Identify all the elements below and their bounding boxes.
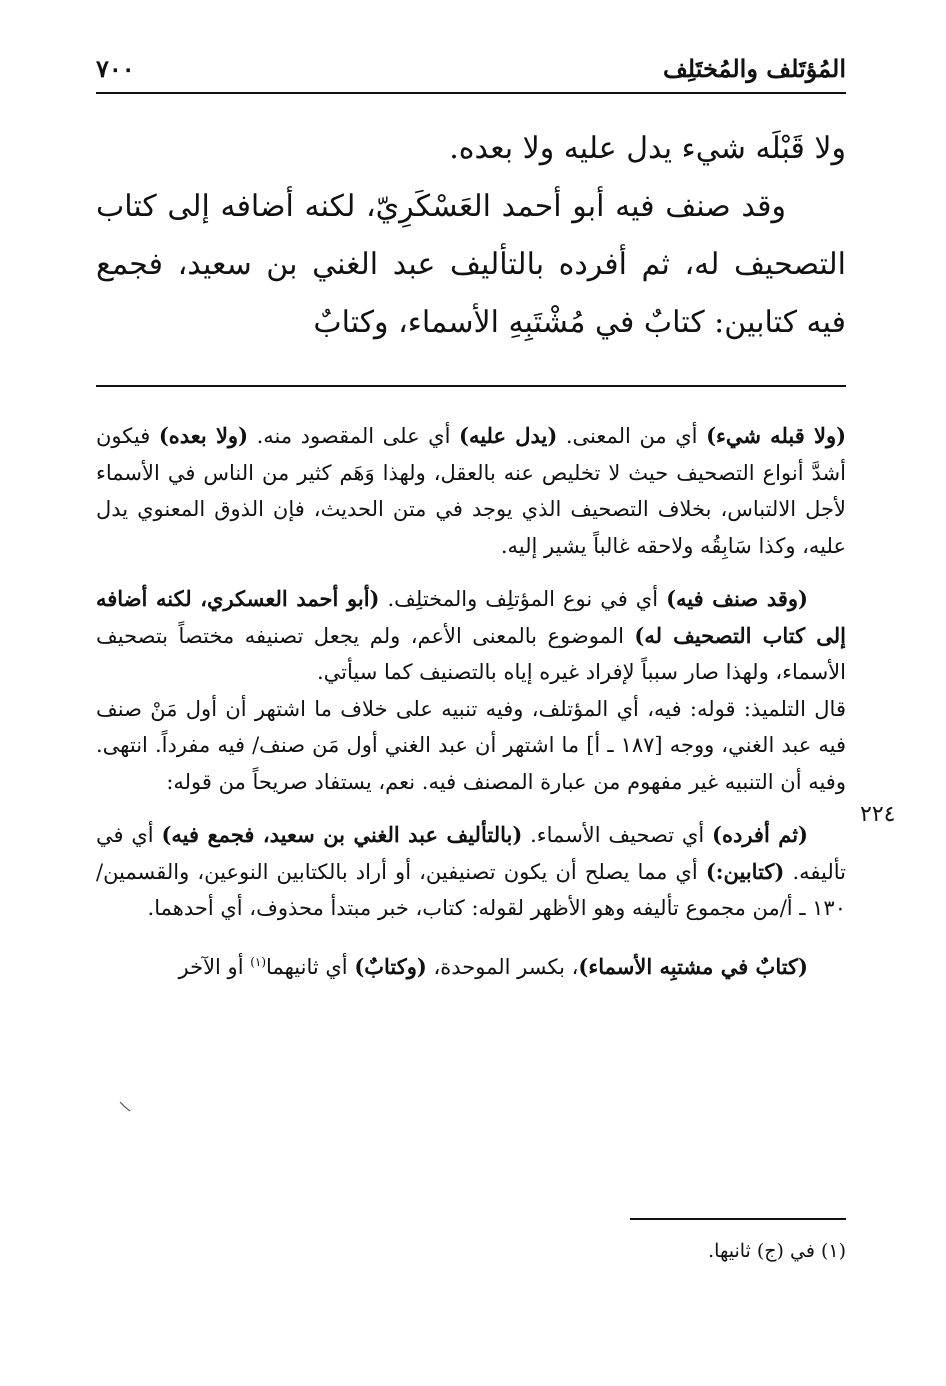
header-rule: [96, 92, 846, 94]
commentary-paragraph-4: [96, 944, 846, 986]
stray-mark: [118, 1100, 132, 1114]
commentary-paragraph-1: [96, 418, 846, 564]
lemma: (ثم أفرده): [712, 822, 808, 847]
commentary-text: أو الآخر: [178, 954, 251, 979]
text-commentary-divider: [96, 385, 846, 387]
commentary-text: أي تصحيف الأسماء.: [522, 823, 713, 847]
commentary-paragraph-3: [96, 817, 846, 927]
footnote: (١) في (ج) ثانيها.: [708, 1240, 846, 1262]
lemma: (أبو أحمد العسكري، لكنه أضافه إلى كتاب التصحيف له): [96, 586, 846, 648]
lemma: (ولا قبله شيء): [706, 423, 847, 448]
footnote-rule: [630, 1218, 846, 1220]
manuscript-folio-marker: ٢٢٤: [860, 802, 896, 827]
commentary-text: أي على المقصود منه.: [248, 424, 460, 448]
commentary-text: أي مما يصلح أن يكون تصنيفين، أو أراد بالكتابين النوعين، والقسمين/١٣٠ ـ أ/من مجموع تأليفه وهو الأظهر لقوله: كتاب، خبر مبتدأ محذوف، أي أحدهما.: [96, 859, 846, 920]
commentary-text: فيكون أشدَّ أنواع التصحيف حيث لا تخليص عنه بالعقل، ولهذا وَهَم كثير من الناس في الأسماء لأجل الالتباس، بخلاف التصحيف الذي يوجد في متن الحديث، فإن الذوق المعنوي يدل عليه، وكذا سَابِقُه ولاحقه غالباً يشير إليه.: [96, 424, 846, 558]
commentary-text: أي في تأليفه.: [96, 823, 846, 884]
main-text: [96, 120, 846, 352]
running-title: المُؤتَلف والمُختَلِف: [662, 53, 846, 83]
footnote-reference: (١): [250, 954, 267, 969]
lemma: (بالتأليف عبد الغني بن سعيد، فجمع فيه): [161, 822, 523, 847]
lemma: (يدل عليه): [459, 423, 558, 448]
main-line-1: ولا قَبْلَه شيء يدل عليه ولا بعده.: [449, 131, 846, 166]
lemma: (ولا بعده): [158, 423, 249, 448]
lemma: (وكتابٌ): [354, 953, 427, 979]
commentary-text: أي من المعنى.: [557, 424, 707, 448]
commentary-text: أي في نوع المؤتلِف والمختلِف.: [379, 587, 667, 611]
page-number: ٧٠٠: [96, 53, 135, 83]
commentary-text: قال التلميذ: قوله: فيه، أي المؤتلف، وفيه تنبيه على خلاف ما اشتهر أن أول مَنْ صنف فيه عبد الغني، ووجه [١٨٧ ـ أ] ما اشتهر أن عبد الغني أول مَن صنف/ فيه مفرداً. انتهى. وفيه أن التنبيه غير مفهوم من عبارة المصنف فيه. نعم، يستفاد صريحاً من قوله:: [96, 696, 846, 794]
commentary-text: الموضوع بالمعنى الأعم، ولم يجعل تصنيفه مختصاً بتصحيف الأسماء، ولهذا صار سبباً لإفراد غيره إياه بالتصنيف كما سيأتي.: [96, 623, 846, 684]
lemma: (كتابٌ في مشتبِه الأسماء): [578, 953, 808, 979]
commentary-text: ، بكسر الموحدة،: [426, 954, 579, 979]
lemma: (كتابين:): [705, 858, 785, 884]
commentary-text: أي ثانيهما: [266, 954, 355, 979]
lemma: (وقد صنف فيه): [666, 586, 808, 611]
page-header: [96, 48, 846, 88]
main-paragraph-2: وقد صنف فيه أبو أحمد العَسْكَرِيّ، لكنه أضافه إلى كتاب التصحيف له، ثم أفرده بالتأليف عبد الغني بن سعيد، فجمع فيه كتابين: كتابٌ في مُشْتَبِهِ الأسماء، وكتابٌ: [96, 189, 846, 340]
commentary: [96, 418, 846, 1002]
commentary-paragraph-2: [96, 581, 846, 800]
